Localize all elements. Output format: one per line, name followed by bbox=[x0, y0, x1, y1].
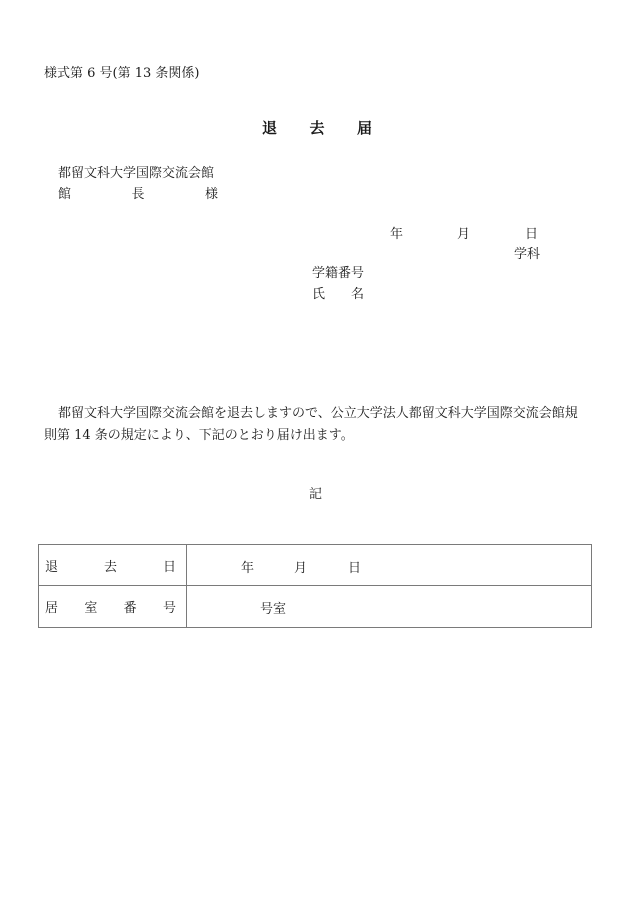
date-day-label: 日 bbox=[525, 227, 539, 242]
recipient-char: 長 bbox=[131, 187, 145, 202]
room-number-label bbox=[39, 597, 186, 616]
date-day-unit: 日 bbox=[348, 561, 362, 576]
name-label bbox=[312, 287, 364, 303]
label-char: 室 bbox=[84, 601, 98, 616]
name-label-char: 名 bbox=[350, 287, 364, 302]
note-heading: 記 bbox=[309, 487, 323, 502]
title-char: 去 bbox=[309, 119, 325, 137]
body-text-line-2: 則第 14 条の規定により、下記のとおり届け出ます。 bbox=[44, 428, 354, 443]
name-label-char: 氏 bbox=[312, 287, 326, 302]
recipient-char: 様 bbox=[204, 187, 218, 202]
date-year-label: 年 bbox=[390, 227, 404, 242]
form-number: 様式第 6 号(第 13 条関係) bbox=[44, 66, 200, 81]
student-id-label: 学籍番号 bbox=[312, 266, 365, 281]
details-table bbox=[38, 544, 592, 628]
table-row bbox=[39, 545, 592, 586]
addressee-recipient bbox=[58, 187, 218, 203]
table-label-cell bbox=[39, 586, 187, 628]
label-char: 日 bbox=[162, 559, 176, 575]
label-char: 番 bbox=[123, 601, 137, 616]
title-char: 退 bbox=[262, 119, 278, 137]
department-label: 学科 bbox=[514, 247, 541, 262]
date-month-unit: 月 bbox=[294, 561, 308, 576]
addressee-organization: 都留文科大学国際交流会館 bbox=[58, 166, 215, 181]
move-out-date-label bbox=[39, 556, 186, 575]
label-char: 号 bbox=[162, 601, 176, 616]
body-text-line-1: 都留文科大学国際交流会館を退去しますので、公立大学法人都留文科大学国際交流会館規 bbox=[58, 406, 578, 421]
document-title bbox=[262, 117, 372, 138]
room-number-field[interactable] bbox=[187, 586, 592, 628]
date-month-label: 月 bbox=[457, 227, 471, 242]
move-out-date-field[interactable] bbox=[187, 545, 592, 586]
date-year-unit: 年 bbox=[241, 561, 255, 576]
table-label-cell bbox=[39, 545, 187, 586]
title-char: 届 bbox=[356, 119, 372, 137]
label-char: 去 bbox=[103, 559, 117, 575]
label-char: 居 bbox=[45, 601, 59, 616]
room-unit: 号室 bbox=[260, 602, 287, 617]
label-char: 退 bbox=[45, 559, 59, 575]
recipient-char: 館 bbox=[58, 187, 72, 202]
table-row bbox=[39, 586, 592, 628]
